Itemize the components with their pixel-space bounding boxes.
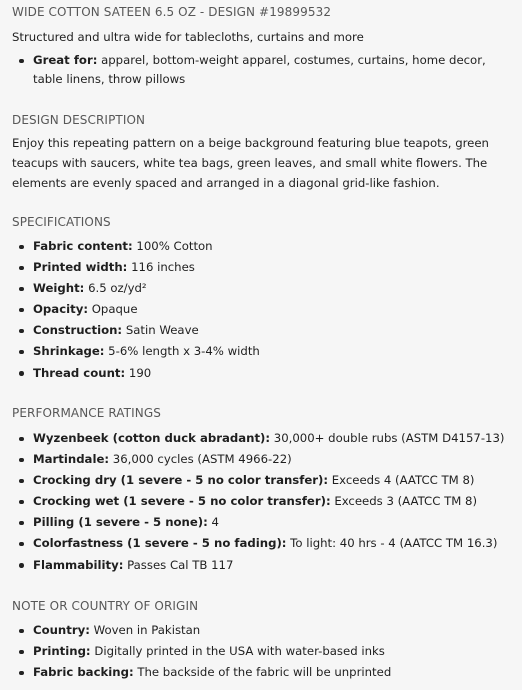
specifications-title: SPECIFICATIONS <box>12 215 111 229</box>
item-label: Construction: <box>33 323 123 338</box>
item-value: 30,000+ double rubs (ASTM D4157-13) <box>270 431 505 445</box>
item-label: Crocking wet (1 severe - 5 no color transfer): <box>33 494 331 509</box>
item-value: Passes Cal TB 117 <box>123 557 234 572</box>
list-item <box>0 257 522 278</box>
item-value: 4 <box>207 515 219 530</box>
list-item <box>0 428 522 449</box>
product-tagline: Structured and ultra wide for tablecloths, curtains and more <box>12 30 364 44</box>
item-label: Wyzenbeek (cotton duck abradant): <box>33 431 271 445</box>
item-value: 6.5 oz/yd² <box>84 281 147 296</box>
list-item <box>0 449 522 470</box>
list-item <box>0 470 522 491</box>
item-label: Printed width: <box>33 260 128 275</box>
item-value: Opaque <box>88 302 138 317</box>
item-value: 100% Cotton <box>132 239 213 253</box>
list-item <box>0 491 522 512</box>
item-value: Satin Weave <box>122 323 199 338</box>
list-item <box>0 533 522 554</box>
item-label: Great for: <box>33 53 98 67</box>
item-label: Shrinkage: <box>33 344 105 359</box>
list-item <box>0 320 522 341</box>
item-label: Pilling (1 severe - 5 none): <box>33 515 208 530</box>
list-item <box>0 341 522 362</box>
item-label: Printing: <box>33 644 91 659</box>
list-item <box>0 641 522 662</box>
item-value: To light: 40 hrs - 4 (AATCC TM 16.3) <box>286 536 498 551</box>
item-label: Colorfastness (1 severe - 5 no fading): <box>33 536 287 551</box>
list-item <box>0 278 522 299</box>
item-label: Flammability: <box>33 557 124 572</box>
item-label: Fabric content: <box>33 239 133 253</box>
origin-title: NOTE OR COUNTRY OF ORIGIN <box>12 599 199 613</box>
item-label: Thread count: <box>33 365 126 380</box>
list-item <box>0 363 522 384</box>
performance-ratings-list <box>0 428 522 576</box>
list-item <box>0 620 522 641</box>
item-label: Fabric backing: <box>33 665 134 680</box>
design-description-title: DESIGN DESCRIPTION <box>12 113 146 127</box>
item-value: 5-6% length x 3-4% width <box>104 344 260 359</box>
list-item <box>0 555 522 576</box>
list-item <box>0 662 522 683</box>
performance-ratings-title: PERFORMANCE RATINGS <box>12 406 161 420</box>
list-item <box>0 299 522 320</box>
item-label: Opacity: <box>33 302 89 317</box>
item-label: Crocking dry (1 severe - 5 no color transfer): <box>33 473 329 488</box>
item-value: apparel, bottom-weight apparel, costumes, curtains, home decor, table linens, throw pillows <box>33 53 486 86</box>
item-label: Country: <box>33 623 90 637</box>
item-value: Exceeds 3 (AATCC TM 8) <box>330 494 478 509</box>
item-value: 116 inches <box>127 260 195 275</box>
item-value: 190 <box>125 365 152 380</box>
product-heading: WIDE COTTON SATEEN 6.5 OZ - DESIGN #19899532 <box>12 5 332 19</box>
specifications-list <box>0 236 522 384</box>
item-value: Woven in Pakistan <box>89 623 201 637</box>
item-value: The backside of the fabric will be unprinted <box>133 665 392 680</box>
item-label: Martindale: <box>33 452 110 467</box>
item-value: Exceeds 4 (AATCC TM 8) <box>328 473 475 488</box>
list-item <box>0 51 503 89</box>
item-value: Digitally printed in the USA with water-based inks <box>90 644 385 659</box>
item-value: 36,000 cycles (ASTM 4966-22) <box>109 452 292 467</box>
design-description-text: Enjoy this repeating pattern on a beige background featuring blue teapots, green teacups with saucers, white tea bags, green leaves, and small white flowers. The elements are evenly spaced and arranged in a diagonal grid-like fashion. <box>12 136 489 190</box>
item-label: Weight: <box>33 281 85 296</box>
list-item <box>0 512 522 533</box>
origin-list <box>0 620 522 683</box>
great-for-list <box>0 51 522 89</box>
list-item <box>0 236 522 257</box>
